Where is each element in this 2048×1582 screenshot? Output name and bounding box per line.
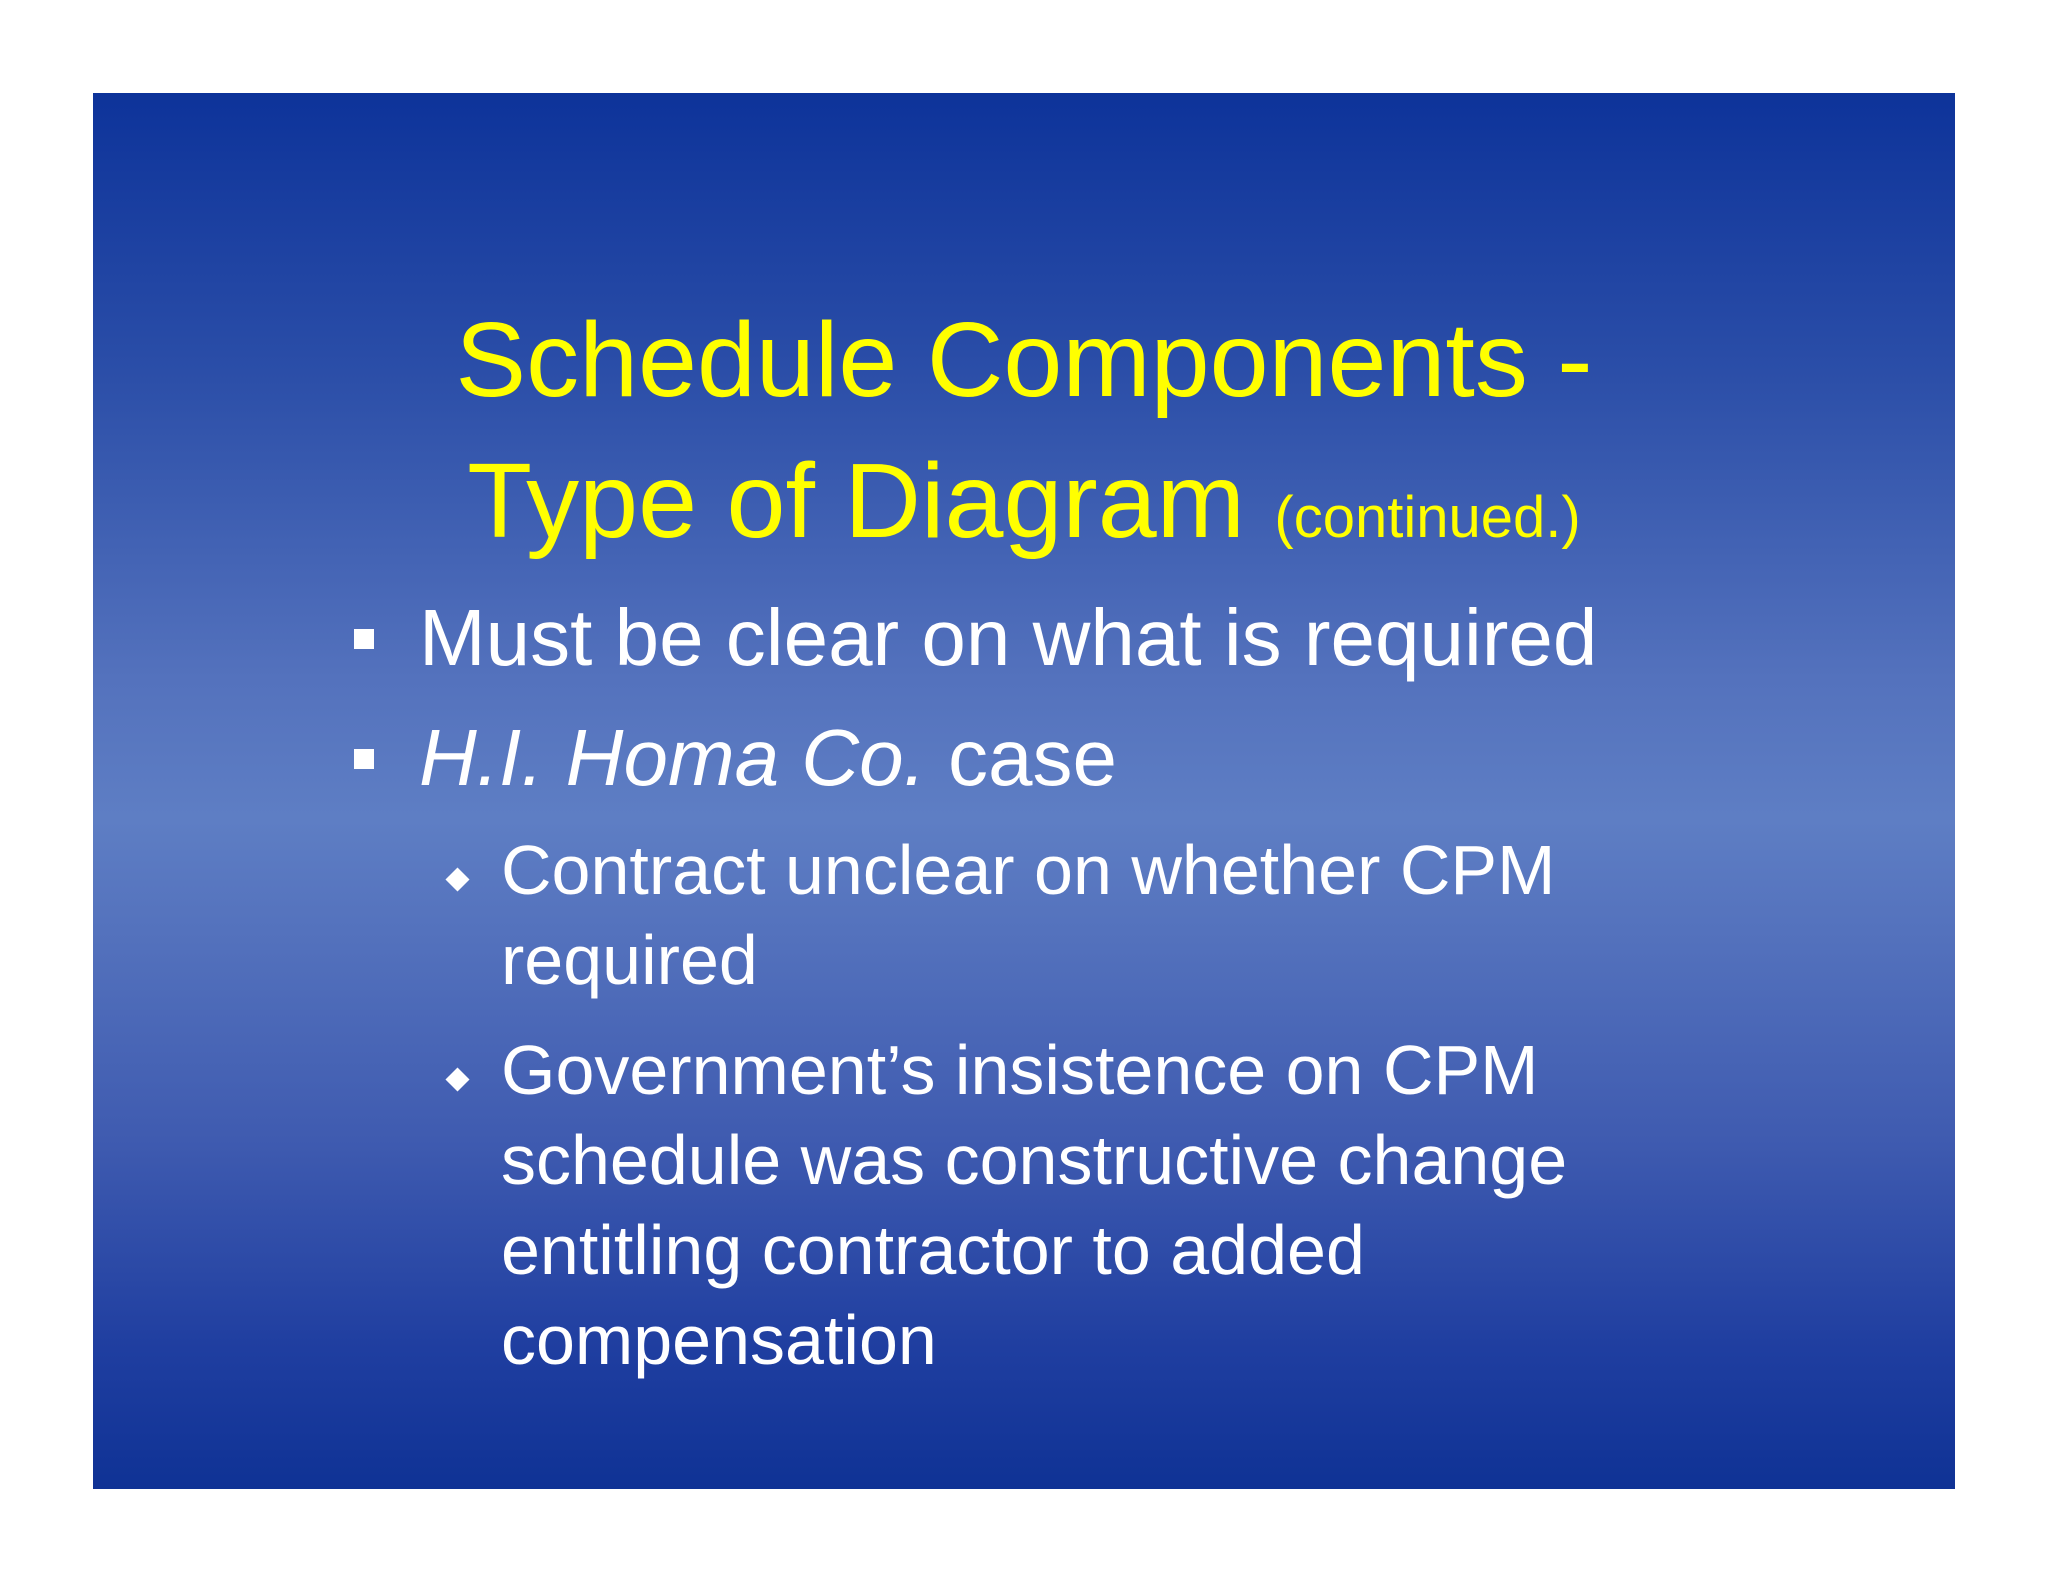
bullet-list: [93, 93, 1955, 1489]
bullet-text: Must be clear on what is required: [419, 593, 1598, 682]
sub-bullet-line: schedule was constructive change: [501, 1121, 1568, 1199]
sub-bullet-line: entitling contractor to added: [501, 1211, 1365, 1289]
sub-bullet-item-1: [501, 825, 1555, 1005]
slide-title-main: Type of Diagram: [467, 442, 1245, 560]
slide-title-line-1: Schedule Components -: [455, 301, 1593, 419]
sub-bullet-line: required: [501, 921, 758, 999]
slide-title-suffix: (continued.): [1274, 485, 1581, 550]
bullet-item-1: [419, 593, 1597, 683]
sub-bullet-line: compensation: [501, 1301, 937, 1379]
bullet-text: case: [925, 713, 1118, 802]
sub-bullet-line: Contract unclear on whether CPM: [501, 831, 1556, 909]
sub-bullet-item-2: [501, 1025, 1567, 1385]
case-name: H.I. Homa Co.: [419, 713, 926, 802]
slide: [93, 93, 1955, 1489]
square-bullet-icon: [354, 749, 374, 769]
bullet-item-2: [419, 713, 1117, 803]
square-bullet-icon: [354, 629, 374, 649]
diamond-bullet-icon: [445, 1067, 469, 1091]
diamond-bullet-icon: [445, 867, 469, 891]
sub-bullet-line: Government’s insistence on CPM: [501, 1031, 1539, 1109]
